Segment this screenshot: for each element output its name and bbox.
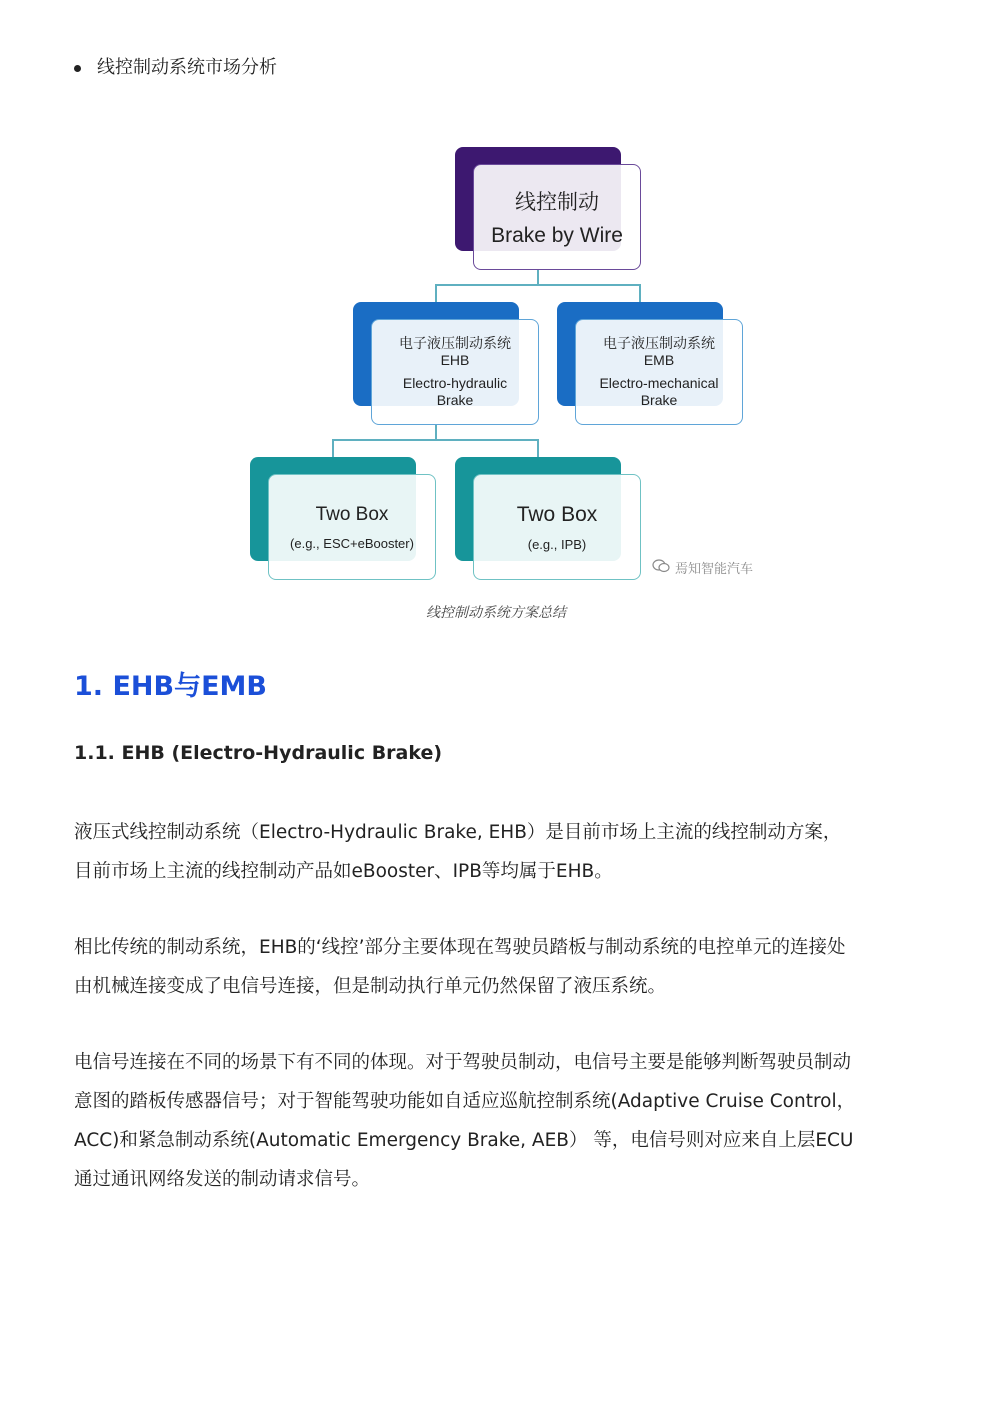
- box1-title: Two Box: [315, 503, 389, 525]
- para3-line4: 通过通讯网络发送的制动请求信号。: [74, 1169, 371, 1190]
- bullet-item: [74, 56, 277, 80]
- brake-by-wire-diagram: [240, 140, 780, 590]
- two-box-2: [473, 474, 641, 580]
- connector-box1: [332, 439, 334, 457]
- para3-line2: 意图的踏板传感器信号；对于智能驾驶功能如自适应巡航控制系统(Adaptive Cruise Control，: [74, 1091, 856, 1112]
- subsection-heading: 1.1. EHB (Electro-Hydraulic Brake): [74, 742, 443, 764]
- watermark-text: 焉知智能汽车: [675, 562, 754, 577]
- two-box-1: [268, 474, 436, 580]
- ehb-abbr: EHB: [440, 352, 470, 368]
- para3-line3: ACC)和紧急制动系统(Automatic Emergency Brake, AEB） 等，电信号则对应来自上层ECU: [74, 1130, 854, 1151]
- root-en: Brake by Wire: [491, 224, 623, 247]
- para2-line1: 相比传统的制动系统，EHB的‘线控’部分主要体现在驾驶员踏板与制动系统的电控单元的连接处: [74, 937, 846, 958]
- ehb-en2: Brake: [436, 392, 474, 408]
- connector-level3-h: [332, 439, 538, 441]
- box1-sub: (e.g., ESC+eBooster): [290, 535, 414, 551]
- para2-line2: 由机械连接变成了电信号连接，但是制动执行单元仍然保留了液压系统。: [74, 976, 667, 997]
- paragraph-3: [74, 1043, 924, 1199]
- root-cn: 线控制动: [515, 191, 599, 214]
- emb-en2: Brake: [640, 392, 678, 408]
- ehb-node: [371, 319, 539, 425]
- figure-caption: 线控制动系统方案总结: [426, 605, 566, 621]
- paragraph-1: [74, 813, 924, 891]
- bullet-dot: [74, 65, 81, 72]
- connector-level2-h: [435, 284, 641, 286]
- para1-line2: 目前市场上主流的线控制动产品如eBooster、IPB等均属于EHB。: [74, 861, 613, 882]
- section-heading: 1. EHB与EMB: [74, 671, 267, 702]
- box2-title: Two Box: [516, 502, 598, 526]
- para1-line1: 液压式线控制动系统（Electro-Hydraulic Brake, EHB）是目前市场上主流的线控制动方案，: [74, 822, 842, 843]
- watermark: [652, 558, 753, 577]
- connector-emb: [639, 284, 641, 302]
- wechat-icon: [652, 559, 670, 577]
- ehb-cn: 电子液压制动系统: [399, 335, 511, 351]
- emb-cn: 电子液压制动系统: [603, 335, 715, 351]
- ehb-en1: Electro-hydraulic: [402, 375, 508, 391]
- bullet-text: 线控制动系统市场分析: [97, 57, 277, 78]
- connector-ehb: [435, 284, 437, 302]
- box2-sub: (e.g., IPB): [527, 536, 587, 552]
- connector-root: [537, 270, 539, 285]
- emb-abbr: EMB: [643, 352, 675, 368]
- para3-line1: 电信号连接在不同的场景下有不同的体现。对于驾驶员制动，电信号主要是能够判断驾驶员制动: [74, 1052, 852, 1073]
- paragraph-2: [74, 928, 924, 1006]
- connector-box2: [537, 439, 539, 457]
- emb-en1: Electro-mechanical: [599, 375, 719, 391]
- root-node: [473, 164, 641, 270]
- emb-node: [575, 319, 743, 425]
- connector-ehb-down: [435, 424, 437, 440]
